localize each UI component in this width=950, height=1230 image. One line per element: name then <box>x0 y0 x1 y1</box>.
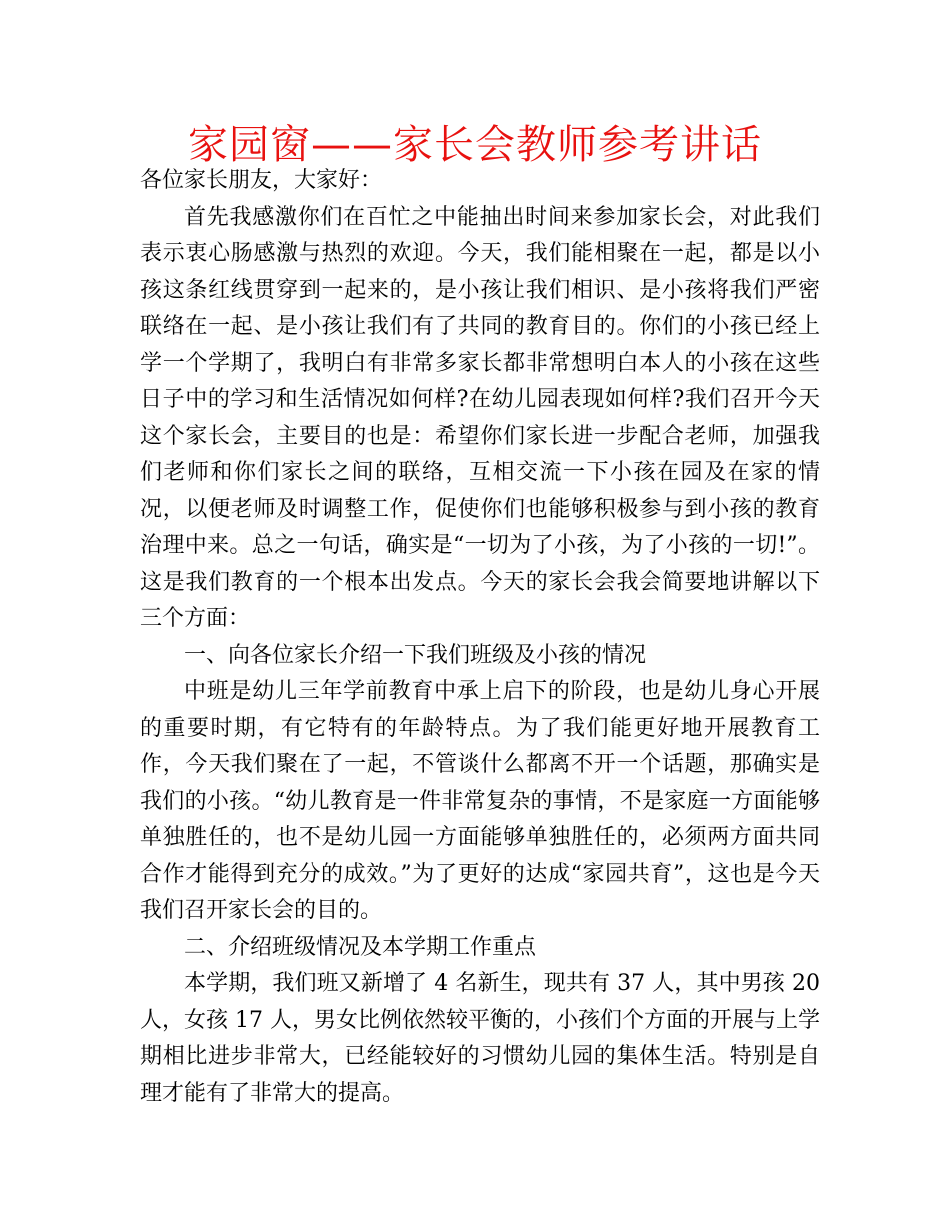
paragraph-intro: 首先我感激你们在百忙之中能抽出时间来参加家长会，对此我们表示衷心肠感激与热烈的欢迎。今天，我们能相聚在一起，都是以小孩这条红线贯穿到一起来的，是小孩让我们相识、是小孩将我们严密联络在一起、是小孩让我们有了共同的教育目的。你们的小孩已经上学一个学期了，我明白有非常多家长都非常想明白本人的小孩在这些日子中的学习和生活情况如何样?在幼儿园表现如何样?我们召开今天这个家长会，主要目的也是：希望你们家长进一步配合老师，加强我们老师和你们家长之间的联络，互相交流一下小孩在园及在家的情况，以便老师及时调整工作，促使你们也能够积极参与到小孩的教育治理中来。总之一句话，确实是“一切为了小孩，为了小孩的一切!”。这是我们教育的一个根本出发点。今天的家长会我会简要地讲解以下三个方面： <box>140 204 820 631</box>
section-heading-1: 一、向各位家长介绍一下我们班级及小孩的情况 <box>184 642 647 668</box>
document-title: 家园窗——家长会教师参考讲话 <box>188 122 762 168</box>
document-body <box>140 163 820 1112</box>
paragraph-class-intro: 中班是幼儿三年学前教育中承上启下的阶段，也是幼儿身心开展的重要时期，有它特有的年龄特点。为了我们能更好地开展教育工作，今天我们聚在了一起，不管谈什么都离不开一个话题，那确实是我们的小孩。“幼儿教育是一件非常复杂的事情，不是家庭一方面能够单独胜任的，也不是幼儿园一方面能够单独胜任的，必须两方面共同合作才能得到充分的成效。”为了更好的达成“家园共育”，这也是今天我们召开家长会的目的。 <box>140 679 820 923</box>
greeting-line: 各位家长朋友，大家好： <box>140 168 383 193</box>
section-heading-2: 二、介绍班级情况及本学期工作重点 <box>184 934 537 960</box>
paragraph-class-status: 本学期，我们班又新增了 4 名新生，现共有 37 人，其中男孩 20 人，女孩 17 人，男女比例依然较平衡的，小孩们个方面的开展与上学期相比进步非常大，已经能较好的习惯幼儿园的集体生活。特别是自理才能有了非常大的提高。 <box>140 971 820 1106</box>
